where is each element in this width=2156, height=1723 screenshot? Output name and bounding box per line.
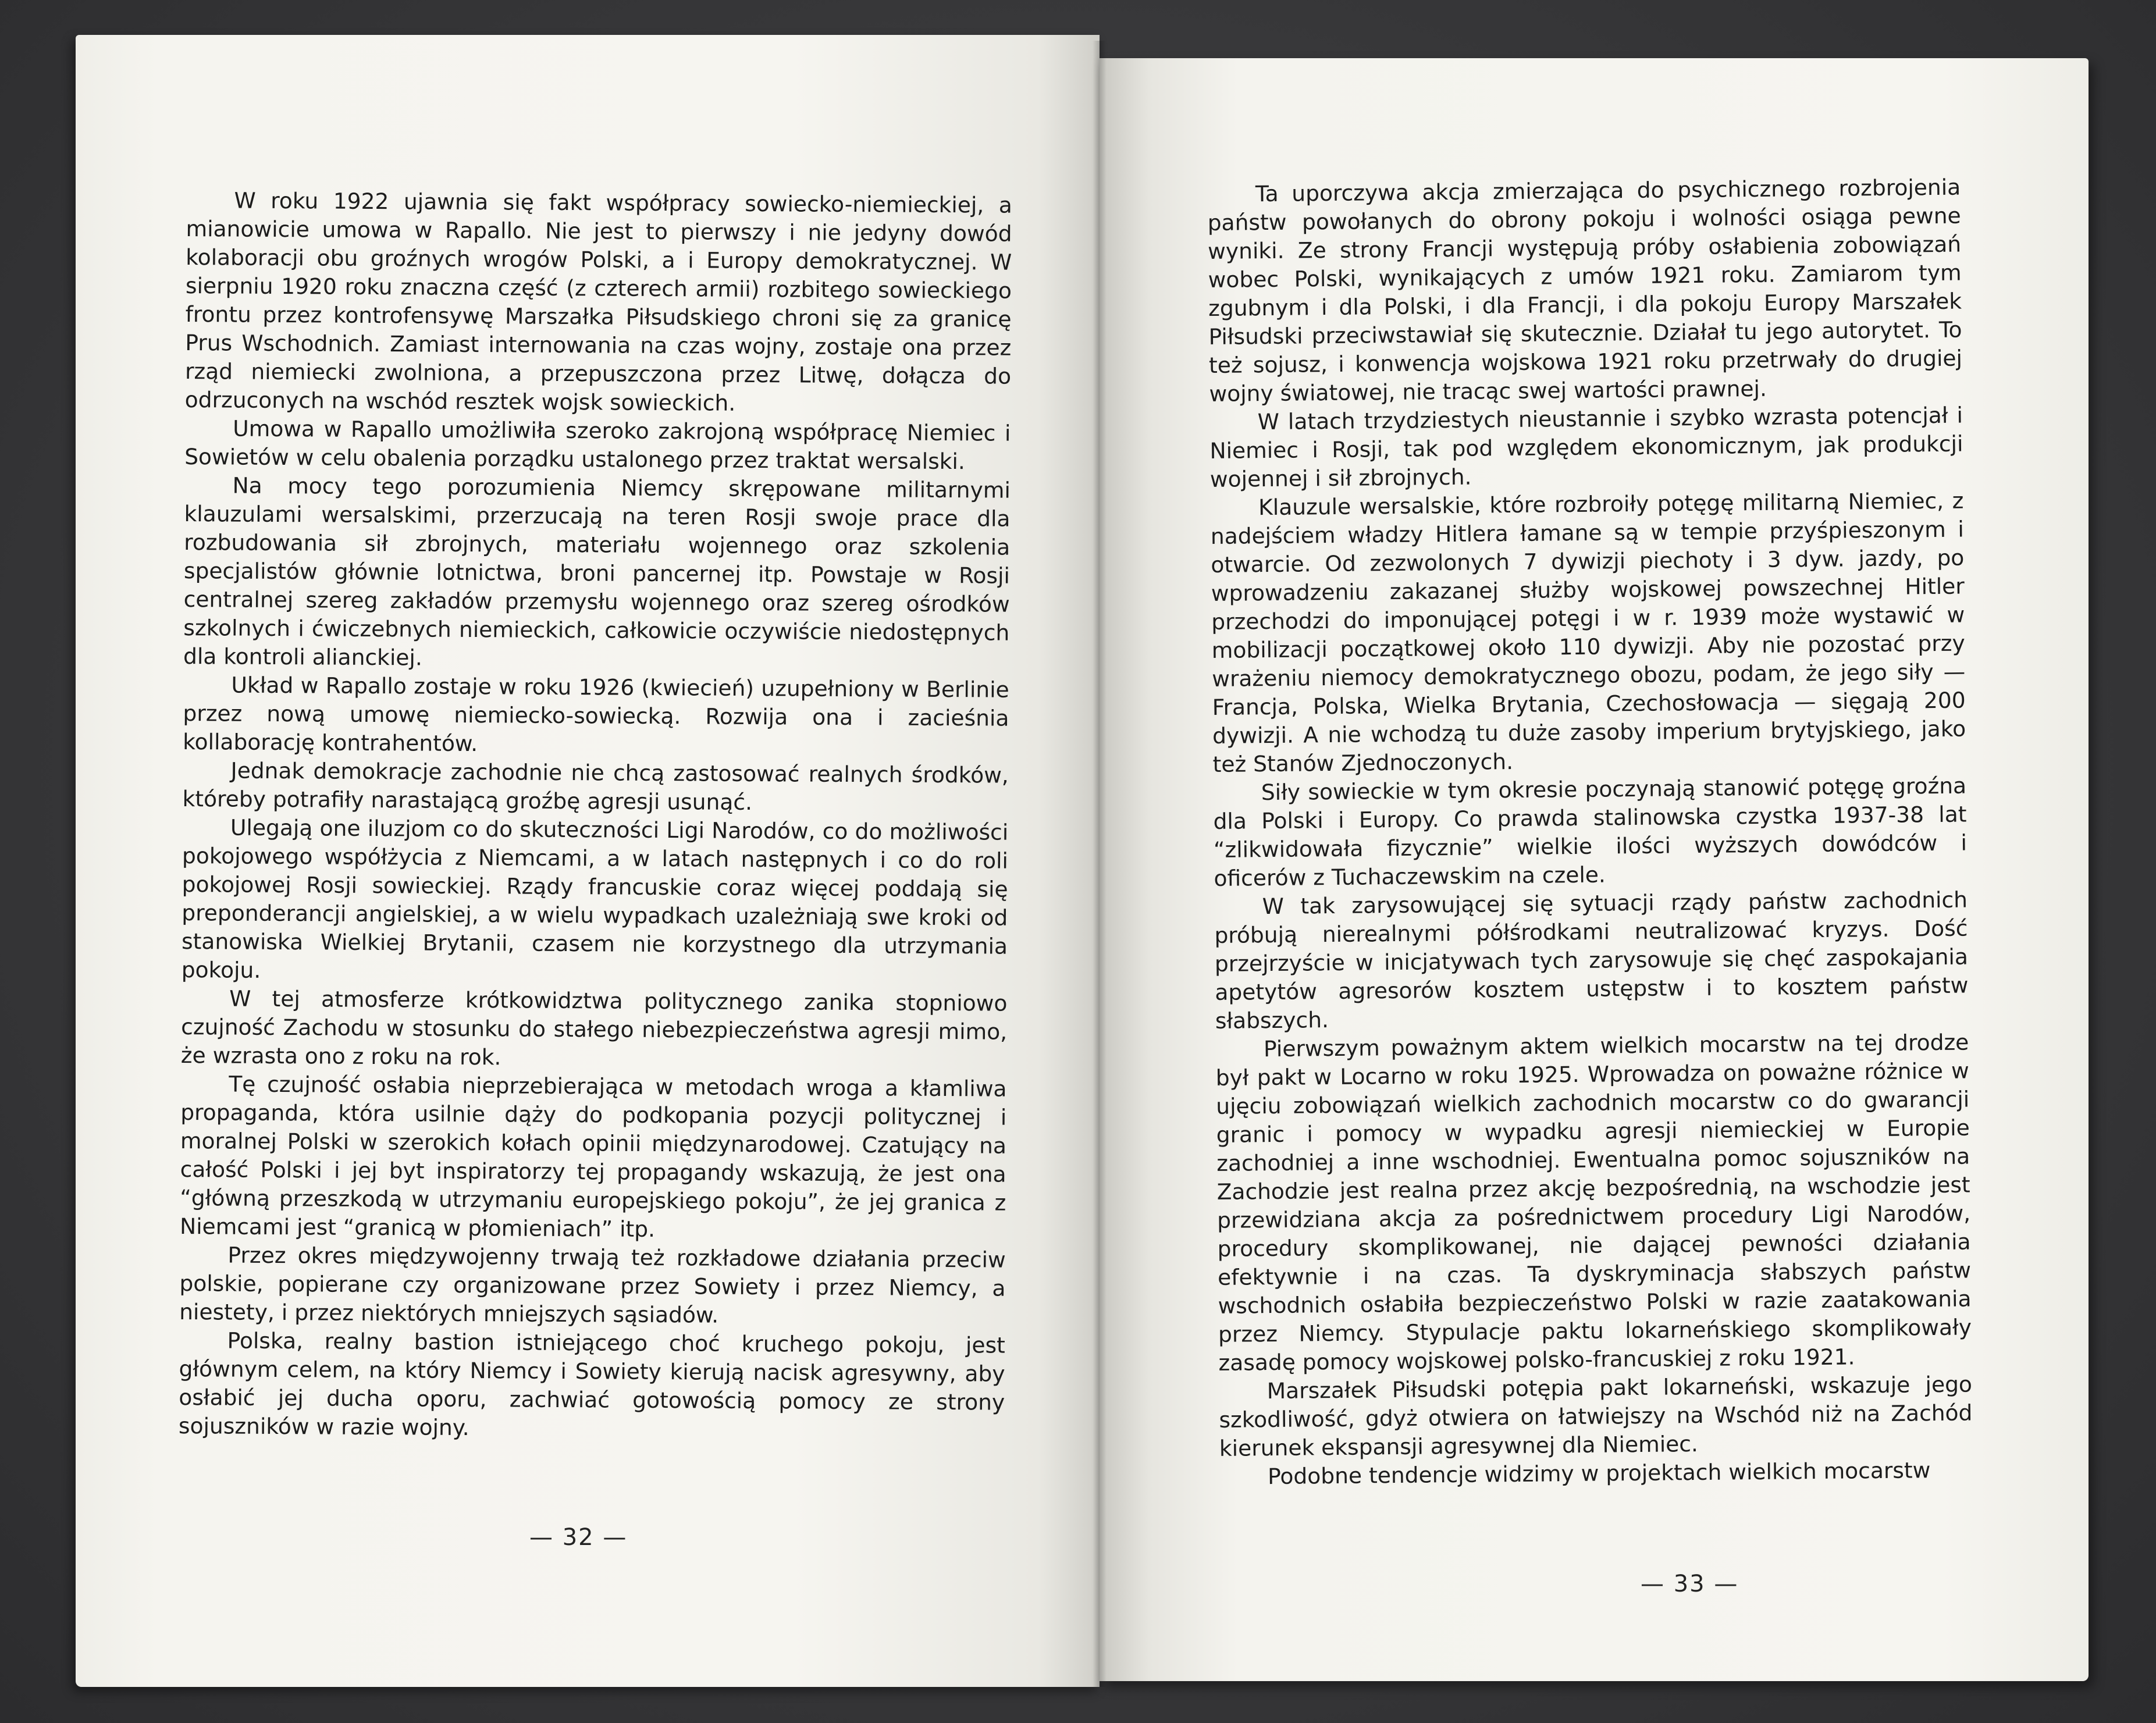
right-page-text	[1207, 173, 1973, 1491]
right-page	[1100, 58, 2089, 1681]
paragraph: Pierwszym poważnym aktem wielkich mocarstw na tej drodze był pakt w Locarno w roku 1925. Wprowadza on poważne różnice w ujęciu zobowiązań wielkich zachodnich mocarstw co do gwarancji granic i pomocy w wypadku agresji niemieckiej w Europie zachodniej a inne wschodniej. Ewentualna pomoc sojuszników na Zachodzie jest realna przez akcję bezpośrednią, na wschodzie jest przewidziana akcja za pośrednictwem procedury Ligi Narodów, procedury skomplikowanej, nie dającej pewności działania efektywnie i na czas. Ta dyskryminacja słabszych państw wschodnich osłabiła bezpieczeństwo Polski w razie zaatakowania przez Niemcy. Stypulacje paktu lokarneńskiego skomplikowały zasadę pomocy wojskowej polsko-francuskiej z roku 1921.	[1215, 1029, 1972, 1376]
paragraph: Ta uporczywa akcja zmierzająca do psychicznego rozbrojenia państw powołanych do obrony pokoju i wolności osiąga pewne wyniki. Ze strony Francji występują próby osłabienia zobowiązań wobec Polski, wynikających z umów 1921 roku. Zamiarom tym zgubnym i dla Polski, i dla Francji, i dla pokoju Europy Marszałek Piłsudski przeciwstawiał się skutecznie. Działał tu jego autorytet. To też sojusz, i konwencja wojskowa 1921 roku przetrwały do drugiej wojny światowej, nie tracąc swej wartości prawnej.	[1207, 174, 1963, 407]
paragraph: Podobne tendencje widzimy w projektach wielkich mocarstw	[1267, 1457, 1931, 1490]
paragraph: Umowa w Rapallo umożliwiła szeroko zakrojoną współpracę Niemiec i Sowietów w celu obalenia porządku ustalonego przez traktat wersalski.	[184, 415, 1011, 475]
paragraph: W tej atmosferze krótkowidztwa politycznego zanika stopniowo czujność Zachodu w stosunku do stałego niebezpieczeństwa agresji mimo, że wzrasta ono z roku na rok.	[180, 985, 1008, 1070]
paragraph: W roku 1922 ujawnia się fakt współpracy sowiecko-niemieckiej, a mianowicie umowa w Rapallo. Nie jest to pierwszy i nie jedyny dowód kolaboracji obu groźnych wrogów Polski, a i Europy demokratycznej. W sierpniu 1920 roku znaczna część (z czterech armii) rozbitego sowieckiego frontu przez kontrofensywę Marszałka Piłsudskiego chroni się za granicę Prus Wschodnich. Zamiast internowania na czas wojny, zostaje ona przez rząd niemiecki zwolniona, a przepuszczona przez Litwę, dołącza do odrzuconych na wschód resztek wojsk sowieckich.	[184, 187, 1012, 416]
left-page	[76, 35, 1100, 1687]
paragraph: Tę czujność osłabia nieprzebierająca w metodach wroga a kłamliwa propaganda, która usilnie dąży do podkopania pozycji politycznej i moralnej Polski w szerokich kołach opinii międzynarodowej. Czatujący na całość Polski i jej byt inspiratorzy tej propagandy wskazują, że jest ona “główną przeszkodą w utrzymaniu europejskiego pokoju”, że jej granica z Niemcami jest “granicą w płomieniach” itp.	[179, 1071, 1007, 1242]
paragraph: Układ w Rapallo zostaje w roku 1926 (kwiecień) uzupełniony w Berlinie przez nową umowę niemiecko-sowiecką. Rozwija ona i zacieśnia kollaborację kontrahentów.	[183, 672, 1009, 757]
paragraph: W tak zarysowującej się sytuacji rządy państw zachodnich próbują nierealnymi półśrodkami neutralizować kryzys. Dość przejrzyście w inicjatywach tych zarysowuje się chęć zaspokajania apetytów agresorów kosztem ustępstw i to kosztem państw słabszych.	[1214, 887, 1969, 1034]
book-spine-gutter	[1093, 41, 1107, 1687]
page-number-right: — 33 —	[1641, 1571, 1739, 1597]
open-booklet	[76, 23, 2112, 1704]
paragraph: Przez okres międzywojenny trwają też rozkładowe działania przeciw polskie, popierane czy organizowane przez Sowiety i przez Niemcy, a niestety, i przez niektórych mniejszych sąsiadów.	[179, 1242, 1006, 1328]
paragraph: Polska, realny bastion istniejącego choć kruchego pokoju, jest głównym celem, na który Niemcy i Sowiety kierują nacisk agresywny, aby osłabić jej ducha oporu, zachwiać gotowością pomocy ze strony sojuszników w razie wojny.	[178, 1327, 1005, 1441]
left-page-text	[179, 186, 1012, 1446]
paragraph: Na mocy tego porozumienia Niemcy skrępowane militarnymi klauzulami wersalskimi, przerzucają na teren Rosji swoje prace dla rozbudowania sił zbrojnych, materiału wojennego oraz szkolenia specjalistów głównie lotnictwa, broni pancernej itp. Powstaje w Rosji centralnej szereg zakładów przemysłu wojennego oraz szereg ośrodków szkolnych i ćwiczebnych niemieckich, całkowicie oczywiście niedostępnych dla kontroli alianckiej.	[183, 472, 1011, 671]
paragraph: Siły sowieckie w tym okresie poczynają stanowić potęgę groźna dla Polski i Europy. Co prawda stalinowska czystka 1937-38 lat “zlikwidowała fizycznie” wielkie ilości wyższych dowódców i oficerów z Tuchaczewskim na czele.	[1213, 772, 1968, 891]
paragraph: Marszałek Piłsudski potępia pakt lokarneński, wskazuje jego szkodliwość, gdyż otwiera on łatwiejszy na Wschód niż na Zachód kierunek ekspansji agresywnej dla Niemiec.	[1219, 1371, 1973, 1461]
page-number-left: — 32 —	[529, 1524, 628, 1551]
paragraph: W latach trzydziestych nieustannie i szybko wzrasta potencjał i Niemiec i Rosji, tak pod względem ekonomicznym, jak produkcji wojennej i sił zbrojnych.	[1209, 402, 1963, 492]
paragraph: Jednak demokracje zachodnie nie chcą zastosować realnych środków, któreby potrafiły narastającą groźbę agresji usunąć.	[182, 757, 1009, 815]
paragraph: Ulegają one iluzjom co do skuteczności Ligi Narodów, co do możliwości pokojowego współżycia z Niemcami, a w latach następnych i co do roli pokojowej Rosji sowieckiej. Rządy francuskie coraz więcej poddają się preponderancji angielskiej, a w wielu wypadkach uzależniają swe kroki od stanowiska Wielkiej Brytanii, czasem nie korzystnego dla utrzymania pokoju.	[181, 814, 1009, 983]
paragraph: Klauzule wersalskie, które rozbroiły potęgę militarną Niemiec, z nadejściem władzy Hitlera łamane są w tempie przyśpieszonym i otwarcie. Od zezwolonych 7 dywizji piechoty i 3 dyw. jazdy, po wprowadzeniu zakazanej służby wojskowej powszechnej Hitler przechodzi do imponującej potęgi i w r. 1939 może wystawić w mobilizacji początkowej około 110 dywizji. Aby nie pozostać przy wrażeniu niemocy demokratycznego obozu, podam, że jego siły — Francja, Polska, Wielka Brytania, Czechosłowacja — sięgają 200 dywizji. A nie wchodzą tu duże zasoby imperium brytyjskiego, jako też Stanów Zjednoczonych.	[1210, 487, 1966, 777]
